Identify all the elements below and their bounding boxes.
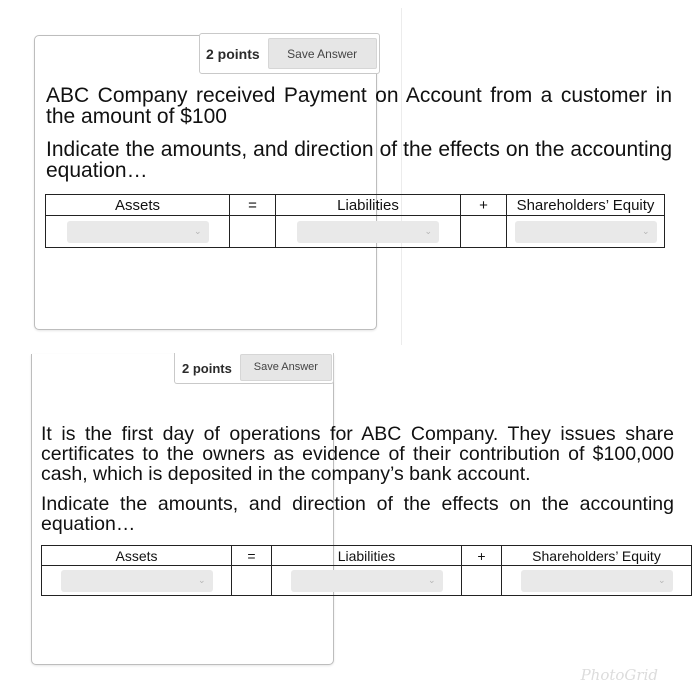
assets-header: Assets — [42, 546, 232, 566]
equity-header: Shareholders’ Equity — [507, 195, 665, 216]
equals-sign: = — [230, 195, 276, 216]
save-answer-button[interactable]: Save Answer — [268, 38, 377, 69]
assets-cell — [42, 566, 232, 596]
plus-sign: + — [462, 546, 502, 566]
question-1-header — [199, 33, 380, 74]
assets-dropdown[interactable] — [67, 221, 209, 243]
points-label: 2 points — [206, 45, 260, 62]
question-2-text: It is the first day of operations for ABC Company. They issues share certificates to the owners as evidence of their contribution of $100,000 cash, which is deposited in the company’s bank account. — [41, 423, 674, 485]
chevron-down-icon: ⌄ — [424, 226, 432, 236]
equity-dropdown[interactable] — [515, 221, 657, 243]
chevron-down-icon: ⌄ — [641, 226, 650, 236]
equity-dropdown[interactable] — [521, 570, 673, 592]
equals-cell — [232, 566, 272, 596]
question-2-header — [174, 353, 334, 384]
accounting-equation-table-2 — [41, 545, 692, 596]
chevron-down-icon: ⌄ — [197, 575, 206, 585]
assets-cell — [46, 216, 230, 248]
liabilities-cell — [272, 566, 462, 596]
save-answer-button[interactable]: Save Answer — [240, 354, 332, 381]
assets-header: Assets — [46, 195, 230, 216]
equity-header: Shareholders’ Equity — [502, 546, 692, 566]
equals-sign: = — [232, 546, 272, 566]
equals-cell — [230, 216, 276, 248]
liabilities-cell — [276, 216, 461, 248]
liabilities-dropdown[interactable] — [291, 570, 443, 592]
plus-sign: + — [461, 195, 507, 216]
equity-cell — [502, 566, 692, 596]
chevron-down-icon: ⌄ — [193, 226, 202, 236]
photogrid-watermark: PhotoGrid — [580, 666, 658, 684]
question-1-text: ABC Company received Payment on Account from a customer in the amount of $100 — [46, 84, 672, 128]
assets-dropdown[interactable] — [61, 570, 213, 592]
points-label: 2 points — [182, 360, 232, 376]
chevron-down-icon: ⌄ — [427, 575, 436, 585]
plus-cell — [462, 566, 502, 596]
question-1-instruction: Indicate the amounts, and direction of the effects on the accounting equation… — [46, 138, 672, 182]
accounting-equation-table-1 — [45, 194, 665, 248]
plus-cell — [461, 216, 507, 248]
equity-cell — [507, 216, 665, 248]
liabilities-dropdown[interactable] — [297, 221, 439, 243]
question-card-1 — [34, 35, 377, 330]
chevron-down-icon: ⌄ — [657, 575, 666, 585]
question-2-instruction: Indicate the amounts, and direction of the effects on the accounting equation… — [41, 493, 674, 535]
liabilities-header: Liabilities — [272, 546, 462, 566]
liabilities-header: Liabilities — [276, 195, 461, 216]
